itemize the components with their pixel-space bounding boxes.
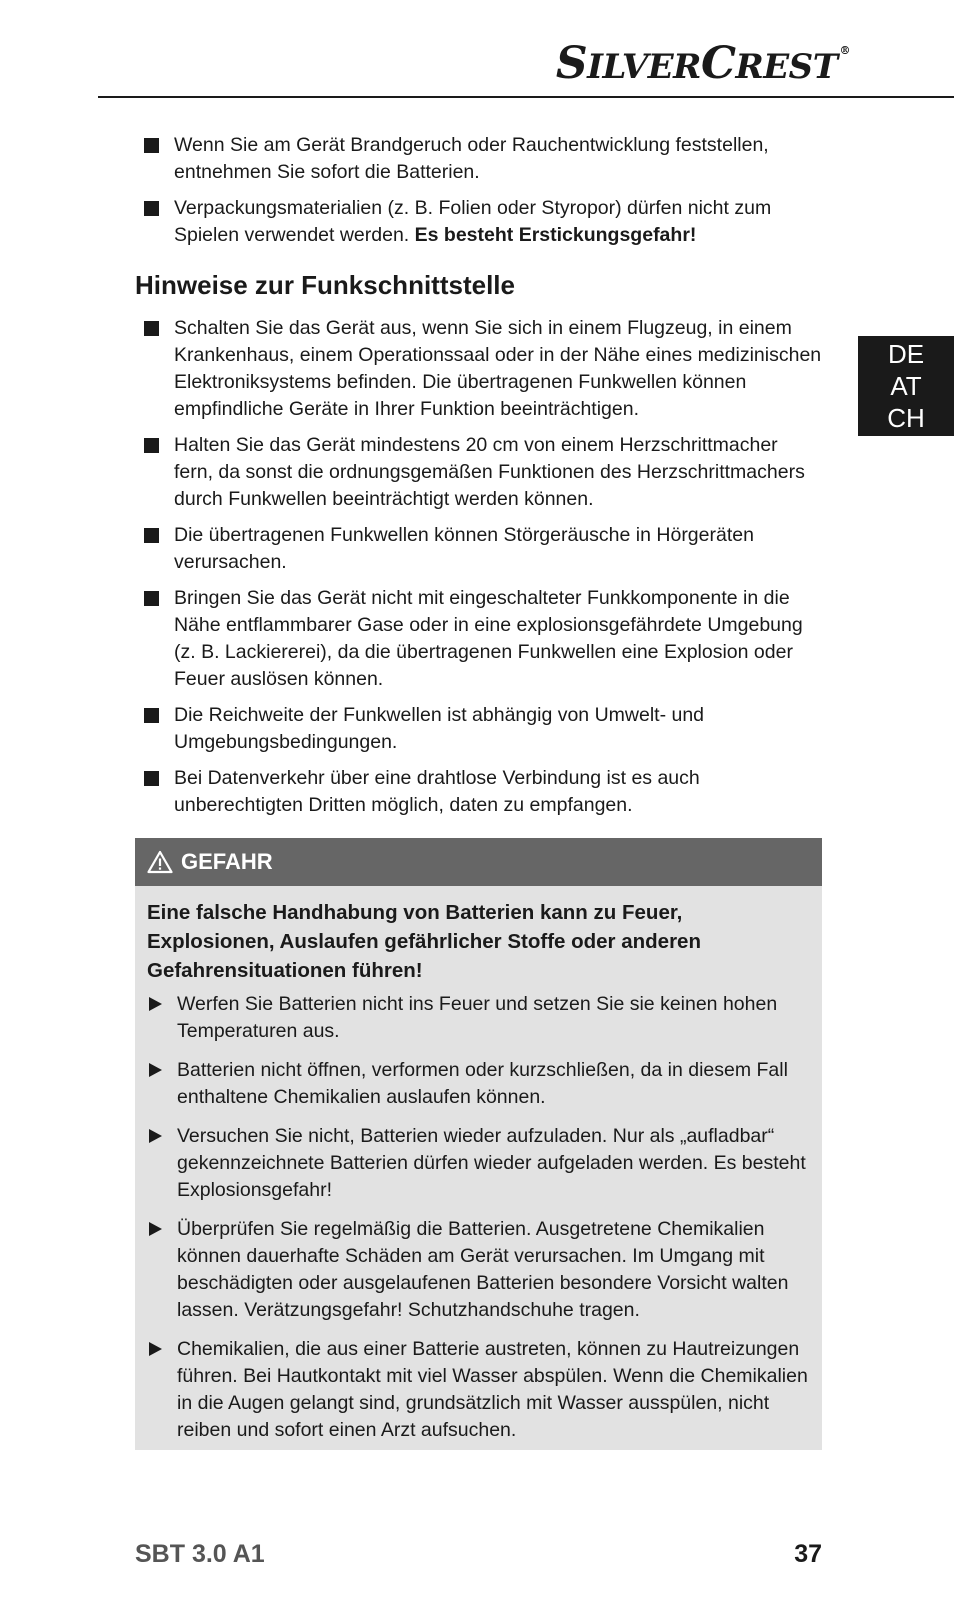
list-item [147, 991, 808, 1045]
list-item-text: Überprüfen Sie regelmäßig die Batterien. Ausgetretene Chemikalien können dauerhafte Schäden am Gerät verursachen. Im Umgang mit beschädigten oder ausgelaufenen Batterien besondere Vorsicht walten lassen. Verätzungsgefahr! Schutzhandschuhe tragen. [177, 1218, 789, 1321]
header-rule [98, 96, 954, 98]
arrow-bullet-icon [149, 1129, 162, 1143]
list-item-text: Batterien nicht öffnen, verformen oder kurzschließen, da in diesem Fall enthaltene Chemikalien auslaufen können. [177, 1059, 788, 1108]
arrow-bullet-icon [149, 1222, 162, 1236]
square-bullet-icon [144, 438, 159, 453]
list-item [135, 765, 822, 819]
list-item [147, 1216, 808, 1324]
list-item [147, 1336, 808, 1444]
list-item [135, 702, 822, 756]
arrow-bullet-icon [149, 1342, 162, 1356]
list-item [135, 585, 822, 693]
list-item-text: Halten Sie das Gerät mindestens 20 cm von einem Herzschrittmacher fern, da sonst die ordnungsgemäßen Funktionen des Herzschrittmachers durch Funkwellen beeinträchtigt werden können. [174, 434, 805, 510]
list-item-text: Bringen Sie das Gerät nicht mit eingeschalteter Funkkomponente in die Nähe entflammbarer Gase oder in eine explosionsgefährdete Umgebung (z. B. Lackiererei), da die übertragenen Funkwellen eine Explosion oder Feuer auslösen können. [174, 587, 803, 690]
list-item-emphasis: Es besteht Erstickungsgefahr! [414, 224, 697, 246]
square-bullet-icon [144, 708, 159, 723]
language-tab [858, 336, 954, 436]
danger-title: GEFAHR [181, 849, 273, 874]
section-heading: Hinweise zur Funkschnittstelle [135, 270, 515, 300]
list-item [135, 522, 822, 576]
list-item [135, 315, 822, 423]
list-item-text: Die Reichweite der Funkwellen ist abhängig von Umwelt- und Umgebungsbedingungen. [174, 704, 705, 753]
square-bullet-icon [144, 591, 159, 606]
logo-letter: C [700, 38, 736, 89]
intro-bullet-list [135, 132, 822, 249]
square-bullet-icon [144, 138, 159, 153]
list-item-text: Werfen Sie Batterien nicht ins Feuer und setzen Sie sie keinen hohen Temperaturen aus. [177, 993, 778, 1042]
square-bullet-icon [144, 201, 159, 216]
logo-text: REST [735, 47, 838, 87]
square-bullet-icon [144, 321, 159, 336]
list-item-text: Die übertragenen Funkwellen können Störgeräusche in Hörgeräten verursachen. [174, 524, 754, 573]
list-item-text: Chemikalien, die aus einer Batterie austreten, können zu Hautreizungen führen. Bei Hautkontakt mit viel Wasser abspülen. Wenn die Chemikalien in die Augen gelangt sind, grundsätzlich mit Wasser ausspülen, nicht reiben und sofort einen Arzt aufsuchen. [177, 1338, 808, 1441]
danger-header [135, 838, 822, 886]
arrow-bullet-icon [149, 1063, 162, 1077]
registered-mark: ® [839, 44, 850, 57]
danger-lead-text: Eine falsche Handhabung von Batterien kann zu Feuer, Explosionen, Auslaufen gefährlicher Stoffe oder anderen Gefahrensituationen führen! [147, 901, 701, 982]
square-bullet-icon [144, 528, 159, 543]
page-number: 37 [794, 1540, 822, 1568]
square-bullet-icon [144, 771, 159, 786]
warning-triangle-icon [147, 850, 173, 874]
list-item-text: Versuchen Sie nicht, Batterien wieder aufzuladen. Nur als „aufladbar“ gekennzeichnete Batterien dürfen wieder aufgeladen werden. Es besteht Explosionsgefahr! [177, 1125, 806, 1201]
arrow-bullet-icon [149, 997, 162, 1011]
language-code: DE [887, 339, 925, 369]
danger-instruction-list [147, 991, 808, 1444]
logo-letter: S [555, 38, 588, 89]
danger-warning-box [135, 838, 822, 1450]
list-item [147, 1057, 808, 1111]
brand-logo [556, 38, 850, 89]
list-item [135, 132, 822, 186]
logo-text: ILVER [587, 47, 701, 87]
list-item-text: Wenn Sie am Gerät Brandgeruch oder Rauchentwicklung feststellen, entnehmen Sie sofort die Batterien. [174, 134, 769, 183]
list-item [147, 1123, 808, 1204]
list-item [135, 432, 822, 513]
list-item-text: Verpackungsmaterialien (z. B. Folien oder Styropor) dürfen nicht zum Spielen verwendet werden. [174, 197, 772, 246]
language-code: CH [887, 403, 925, 433]
list-item-text: Bei Datenverkehr über eine drahtlose Verbindung ist es auch unberechtigten Dritten möglich, daten zu empfangen. [174, 767, 700, 816]
footer-model-number: SBT 3.0 A1 [135, 1540, 265, 1568]
main-content [135, 132, 822, 828]
language-code: AT [890, 371, 922, 401]
list-item-text: Schalten Sie das Gerät aus, wenn Sie sich in einem Flugzeug, in einem Krankenhaus, einem Operationssaal oder in der Nähe eines medizinischen Elektroniksystems befinden. Die übertragenen Funkwellen können empfindliche Geräte in Ihrer Funktion beeinträchtigen. [174, 317, 822, 420]
radio-interface-bullet-list [135, 315, 822, 819]
danger-body [135, 886, 822, 1444]
list-item [135, 195, 822, 249]
